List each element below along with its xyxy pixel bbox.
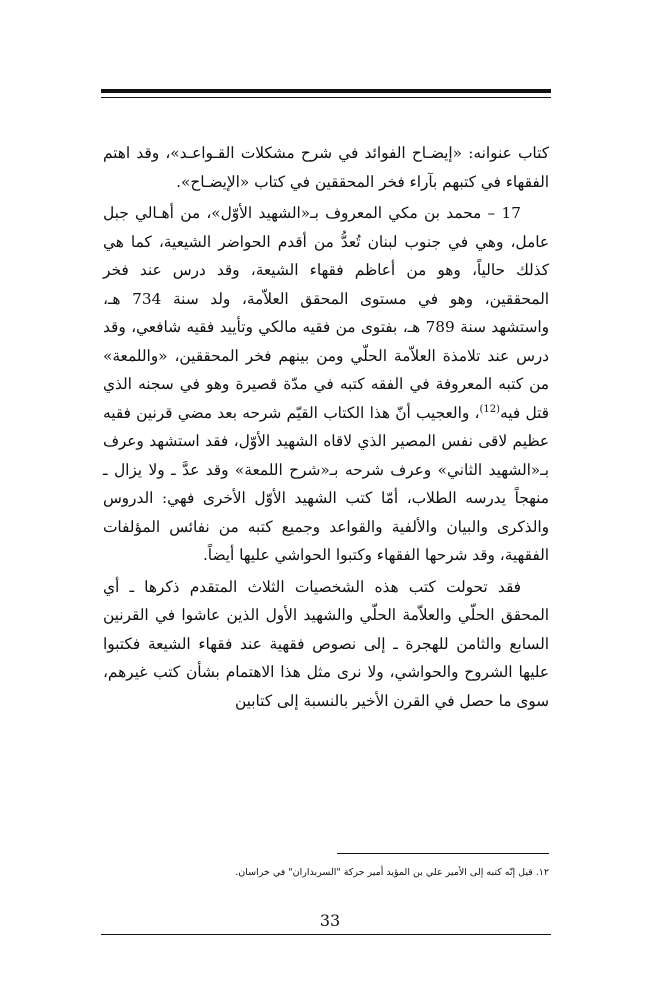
paragraph-2-part-2: ، والعجيب أنّ هذا الكتاب القيّم شرحه بعد مضي قرنين فقيه عظيم لاقى نفس المصير الذي لاقاه الشهيد الأوّل، فقد استشهد وعرف بـ«الشهيد الثاني» وعرف شرحه بـ«شرح اللمعة» وقد عدَّ ـ ولا يزال ـ منهجاً يدرسه الطلاب، أمّا كتب الشهيد الأوّل الأخرى فهي: الدروس والذكرى والبيان والألفية والقواعد وجميع كتبه من نفائس المؤلفات الفقهية، وقد شرحها الفقهاء وكتبوا الحواشي عليها أيضاً.: [103, 403, 549, 564]
page-number: 33: [319, 911, 341, 930]
paragraph-2: [103, 199, 549, 570]
footnote-reference[interactable]: (12): [479, 403, 501, 415]
footnote-12: ١٢. قيل إنّه كتبه إلى الأمير علي بن المؤيد أمير حركة "السربداران" في خراسان.: [235, 867, 549, 878]
paragraph-2-part-1: 17 – محمد بن مكي المعروف بـ«الشهيد الأوّل»، من أهـالي جبل عامل، وهي في جنوب لبنان تُعدُّ من أقدم الحواضر الشيعية، كما هي كذلك حالياً، وهو من أعاظم فقهاء الشيعة، وقد درس عند فخر المحققين، وهو في مستوى المحقق العلاّمة، ولد سنة 734 هـ، واستشهد سنة 789 هـ، بفتوى من فقيه مالكي وتأييد فقيه شافعي، وقد درس عند تلامذة العلاّمة الحلّي ومن بينهم فخر المحققين، «واللمعة» من كتبه المعروفة في الفقه كتبه في مدّة قصيرة وهو في سجنه الذي قتل فيه: [103, 204, 549, 422]
header-rule-thick: [101, 89, 551, 93]
body-text: [103, 139, 549, 715]
footnote-separator: [337, 853, 549, 854]
footer-rule: [101, 934, 551, 935]
paragraph-1: كتاب عنوانه: «إيضـاح الفوائد في شرح مشكلات القـواعـد»، وقد اهتم الفقهاء في كتبهم بآراء فخر المحققين في كتاب «الإيضـاح».: [103, 144, 549, 191]
header-rule-thin: [101, 97, 551, 98]
paragraph-3: فقد تحولت كتب هذه الشخصيات الثلاث المتقدم ذكرها ـ أي المحقق الحلّي والعلاّمة الحلّي والشهيد الأول الذين عاشوا في القرنين السابع والثامن للهجرة ـ إلى نصوص فقهية عند فقهاء الشيعة فكتبوا عليها الشروح والحواشي، ولا نرى مثل هذا الاهتمام بشأن كتب غيرهم، سوى ما حصل في القرن الأخير بالنسبة إلى كتابين: [103, 577, 549, 710]
